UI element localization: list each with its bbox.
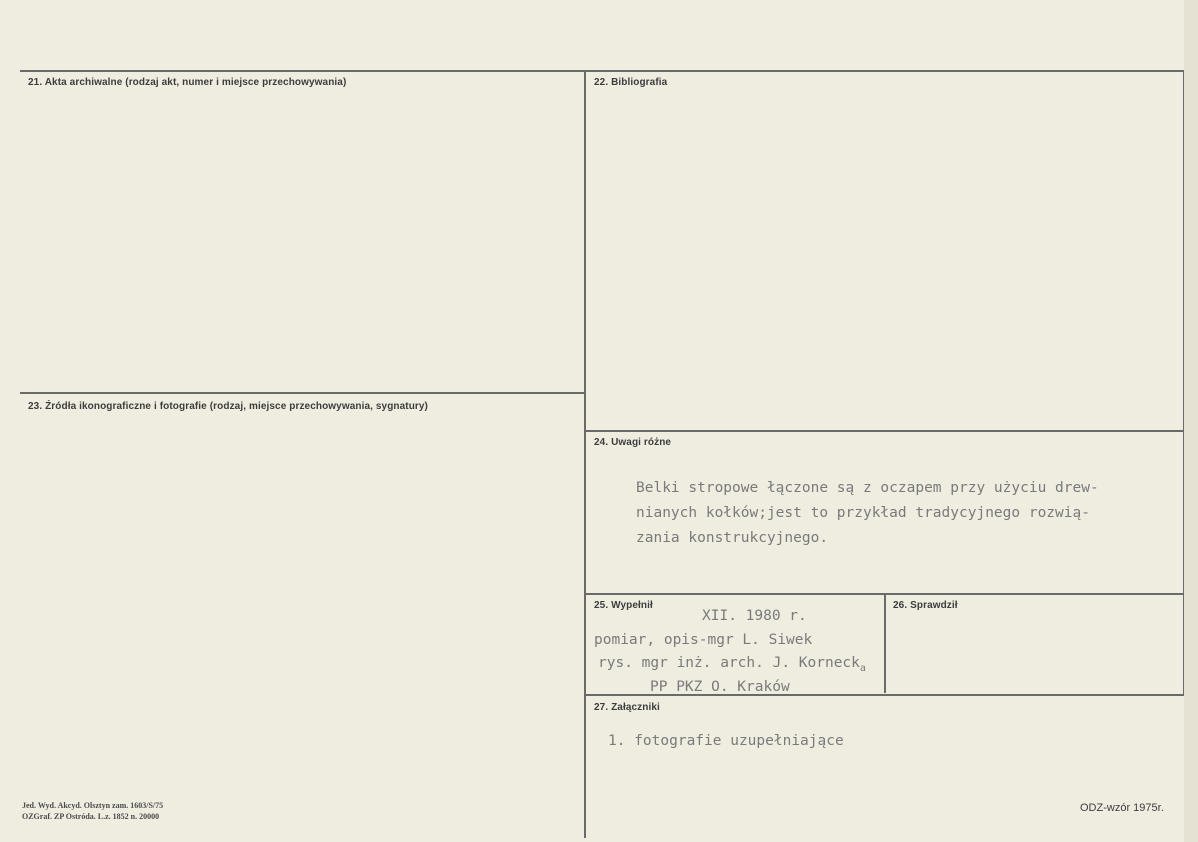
field-26-label: [893, 600, 958, 611]
print-info-line-2: OZGraf. ZP Ostróda. L.z. 1852 n. 20000: [22, 812, 160, 821]
field-26-title: Sprawdził: [910, 600, 958, 611]
field-27-title: Załączniki: [611, 702, 660, 713]
filled-by-line-2-text: rys. mgr inż. arch. J. Korneck: [598, 655, 860, 671]
field-27-label: [594, 702, 660, 713]
divider-21-23: [20, 392, 584, 394]
divider-25-27: [586, 694, 1184, 696]
center-divider-line: [584, 70, 586, 838]
field-21-title: Akta archiwalne: [44, 77, 123, 88]
divider-25-26: [884, 593, 886, 693]
field-23-desc: (rodzaj, miejsce przechowywania, sygnatury): [209, 401, 428, 412]
print-info-line-1: Jed. Wyd. Akcyd. Olsztyn zam. 1603/S/75: [22, 801, 164, 810]
field-26-number: 26.: [893, 600, 908, 611]
filled-by-line-1: pomiar, opis-mgr L. Siwek: [594, 632, 813, 648]
field-25-number: 25.: [594, 600, 609, 611]
field-24-label: [594, 437, 671, 448]
field-23-title: Źródła ikonograficzne i fotografie: [45, 401, 207, 412]
field-21-number: 21.: [28, 77, 43, 88]
field-27-number: 27.: [594, 702, 609, 713]
remarks-line-2: nianych kołków;jest to przykład tradycyjnego rozwią-: [636, 505, 1090, 521]
field-22-label: [594, 77, 667, 88]
field-25-title: Wypełnił: [611, 600, 653, 611]
field-25-label: [594, 600, 653, 611]
field-24-number: 24.: [594, 437, 609, 448]
card-edge: [1184, 0, 1198, 842]
filled-by-line-2-sub: a: [859, 662, 866, 674]
filled-by-line-2: [598, 655, 866, 674]
field-22-number: 22.: [594, 77, 609, 88]
form-identifier: ODZ-wzór 1975r.: [1080, 802, 1164, 814]
field-23-number: 23.: [28, 401, 43, 412]
field-23-label: [28, 401, 428, 412]
divider-22-24: [586, 430, 1184, 432]
field-22-title: Bibliografia: [611, 77, 668, 88]
remarks-line-1: Belki stropowe łączone są z oczapem przy użyciu drew-: [636, 480, 1099, 496]
filled-date: XII. 1980 r.: [702, 608, 807, 624]
field-21-label: [28, 77, 346, 88]
top-border-line: [20, 70, 1184, 72]
remarks-line-3: zania konstrukcyjnego.: [636, 530, 829, 546]
filled-by-line-3: PP PKZ O. Kraków: [650, 679, 790, 693]
field-24-title: Uwagi różne: [611, 437, 672, 448]
attachment-item-1: 1. fotografie uzupełniające: [608, 733, 844, 749]
field-21-desc: (rodzaj akt, numer i miejsce przechowywania): [125, 77, 347, 88]
